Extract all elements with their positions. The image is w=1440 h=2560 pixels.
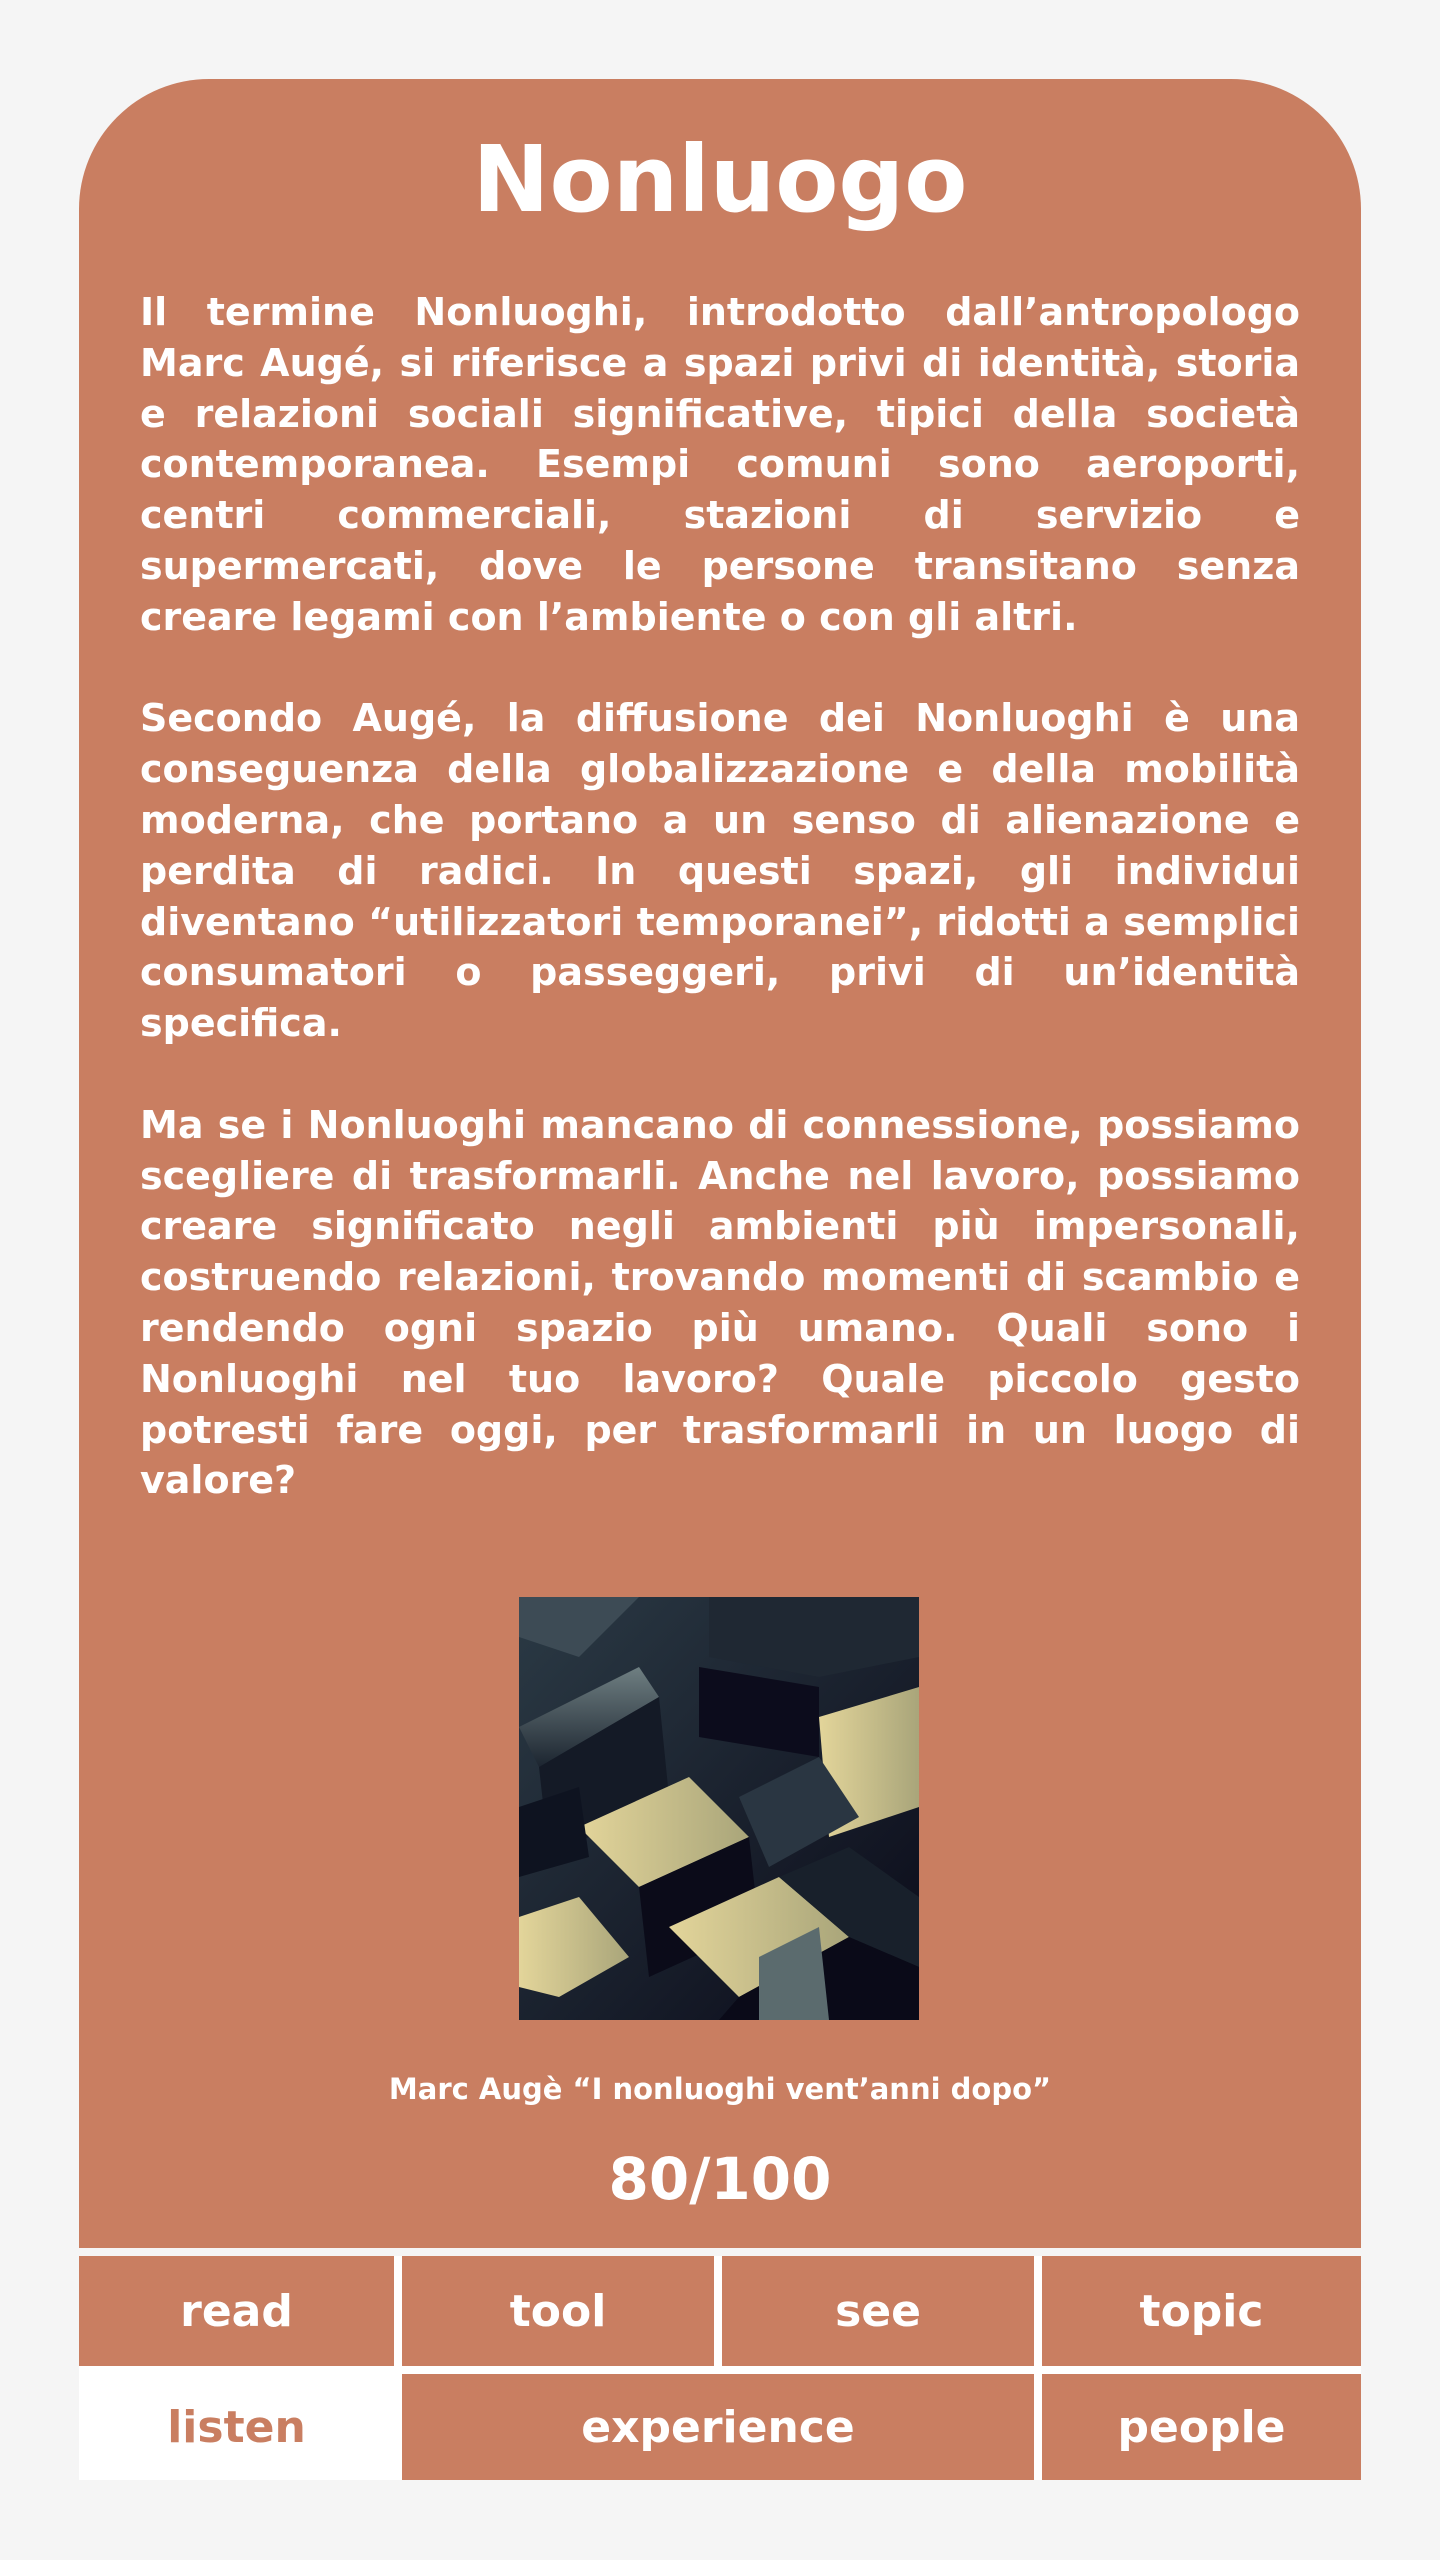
tab-read[interactable]: read xyxy=(79,2256,394,2366)
tab-experience[interactable]: experience xyxy=(402,2374,1034,2480)
paragraph: Il termine Nonluoghi, introdotto dall’antropologo Marc Augé, si riferisce a spazi privi di identità, storia e relazioni sociali significative, tipici della società contemporanea. Esempi comuni sono aeroporti, centri commerciali, stazioni di servizio e supermercati, dove le persone transitano senza creare legami con l’ambiente o con gli altri. xyxy=(140,290,1300,639)
paragraph: Secondo Augé, la diffusione dei Nonluoghi è una conseguenza della globalizzazione e della mobilità moderna, che portano a un senso di alienazione e perdita di radici. In questi spazi, gli individui diventano “utilizzatori temporanei”, ridotti a semplici consumatori o passeggeri, privi di un’identità specifica. xyxy=(140,696,1300,1046)
tab-see[interactable]: see xyxy=(722,2256,1034,2366)
tab-people[interactable]: people xyxy=(1042,2374,1361,2480)
book-cover-image xyxy=(519,1597,919,2020)
paragraph: Ma se i Nonluoghi mancano di connessione, possiamo scegliere di trasformarli. Anche nel lavoro, possiamo creare significato negli ambienti più impersonali, costruendo relazioni, trovando momenti di scambio e rendendo ogni spazio più umano. Quali sono i Nonluoghi nel tuo lavoro? Quale piccolo gesto potresti fare oggi, per trasformarli in un luogo di valore? xyxy=(140,1102,1300,1503)
tab-topic[interactable]: topic xyxy=(1042,2256,1361,2366)
image-caption: Marc Augè “I nonluoghi vent’anni dopo” xyxy=(388,2072,1052,2106)
bottom-navigation xyxy=(79,2256,1361,2480)
tab-tool[interactable]: tool xyxy=(402,2256,714,2366)
tab-listen[interactable]: listen xyxy=(79,2374,394,2480)
page-title: Nonluogo xyxy=(472,126,968,233)
article-body xyxy=(140,287,1300,1557)
content-card xyxy=(79,79,1361,2248)
score-value: 80/100 xyxy=(608,2145,832,2213)
